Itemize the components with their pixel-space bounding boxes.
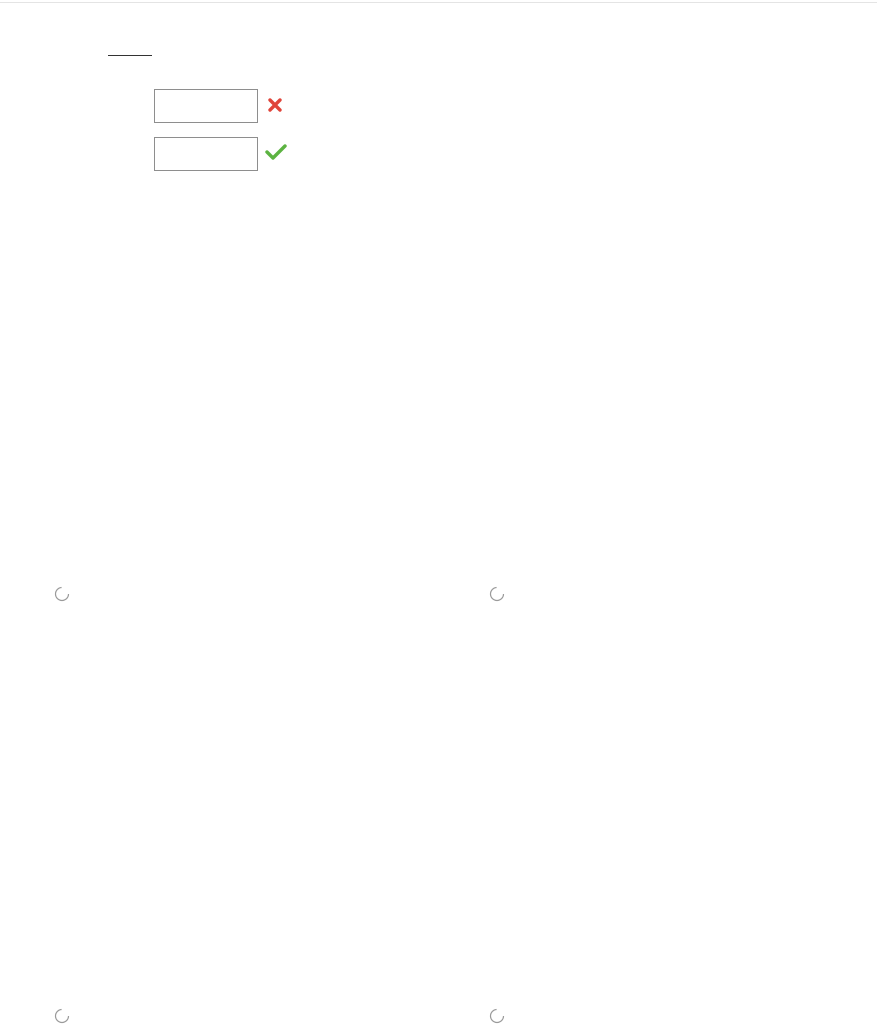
graph-option-b[interactable] [494,225,874,600]
graph-option-d[interactable] [494,645,874,1020]
slant-asymptote-input[interactable] [154,89,258,123]
function-fraction [107,36,153,75]
top-divider [0,2,877,3]
graph-option-c[interactable] [60,645,450,1020]
graph-option-a[interactable] [60,225,450,600]
incorrect-x-icon [267,97,283,113]
function-denominator [107,56,153,75]
vertical-asymptote-input[interactable] [154,137,258,171]
function-numerator [107,36,153,55]
correct-check-icon [265,144,287,160]
